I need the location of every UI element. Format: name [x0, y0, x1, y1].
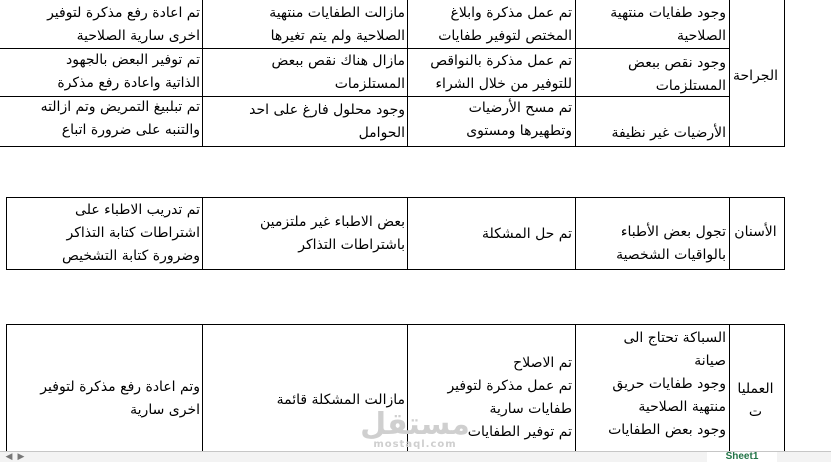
- grid-line: [784, 324, 785, 451]
- surgery-status-3[interactable]: وجود محلول فارغ على احد الحوامل: [249, 102, 405, 141]
- dept-cell-dental[interactable]: الأسنان: [734, 224, 777, 240]
- dental-followup[interactable]: تم تدريب الاطباء على اشتراطات كتابة التذاكر وضرورة كتابة التشخيص: [62, 202, 200, 264]
- grid-line: [0, 48, 730, 49]
- dental-issue[interactable]: تجول بعض الأطباء بالواقيات الشخصية: [616, 224, 726, 263]
- dept-cell-operations[interactable]: العمليا ت: [737, 381, 774, 420]
- surgery-status-2[interactable]: مازال هناك نقص ببعض المستلزمات: [271, 53, 405, 92]
- chevron-right-icon[interactable]: ▶: [17, 452, 25, 462]
- grid-line: [729, 0, 730, 146]
- surgery-issue-2[interactable]: وجود نقص ببعض المستلزمات: [628, 55, 726, 94]
- grid-line: [6, 197, 785, 198]
- surgery-followup-1[interactable]: تم اعادة رفع مذكرة لتوفير اخرى سارية الصلاحية: [47, 5, 200, 44]
- grid-line: [729, 197, 730, 270]
- dept-cell-surgery[interactable]: الجراحة: [733, 68, 778, 84]
- surgery-issue-1[interactable]: وجود طفايات منتهية الصلاحية: [610, 5, 726, 44]
- dental-action[interactable]: تم حل المشكلة: [482, 226, 572, 242]
- grid-line: [575, 197, 576, 270]
- surgery-followup-2[interactable]: تم توفير البعض بالجهود الذاتية واعادة رفع مذكرة: [57, 52, 200, 91]
- grid-line: [202, 324, 203, 451]
- grid-line: [6, 269, 785, 270]
- grid-line: [6, 197, 7, 270]
- grid-line: [729, 324, 730, 451]
- grid-line: [784, 0, 785, 146]
- surgery-action-3[interactable]: تم مسح الأرضيات وتطهيرها ومستوى: [466, 100, 572, 139]
- surgery-issue-3[interactable]: الأرضيات غير نظيفة: [611, 125, 726, 141]
- watermark-logo: مستقل mostaql.com: [360, 407, 470, 450]
- surgery-followup-3[interactable]: تم تبلبيغ التمريض وتم ازالته والتنبه على ضرورة اتباع: [40, 99, 200, 138]
- grid-line: [407, 197, 408, 270]
- grid-line: [575, 324, 576, 451]
- grid-line: [6, 324, 785, 325]
- surgery-status-1[interactable]: مازالت الطفايات منتهية الصلاحية ولم يتم تغيرها: [269, 5, 405, 44]
- operations-issue[interactable]: السباكة تحتاج الى صيانة وجود طفايات حريق منتهية الصلاحية وجود بعض الطفايات: [608, 330, 726, 438]
- grid-line: [575, 0, 576, 146]
- chevron-left-icon[interactable]: ◀: [5, 452, 13, 462]
- grid-line: [0, 146, 785, 147]
- operations-followup[interactable]: وتم اعادة رفع مذكرة لتوفير اخرى سارية: [40, 379, 200, 418]
- grid-line: [6, 324, 7, 451]
- operations-status[interactable]: مازالت المشكلة قائمة: [276, 392, 405, 408]
- sheet-tab-sheet1[interactable]: Sheet1: [707, 452, 777, 462]
- surgery-action-1[interactable]: تم عمل مذكرة وابلاغ المختص لتوفير طفايات: [438, 5, 572, 44]
- grid-line: [0, 96, 730, 97]
- dental-status[interactable]: بعض الاطباء غير ملتزمين باشتراطات التذاكر: [260, 214, 405, 253]
- grid-line: [407, 0, 408, 146]
- grid-line: [202, 197, 203, 270]
- surgery-action-2[interactable]: تم عمل مذكرة بالنواقص للتوفير من خلال الشراء: [430, 53, 572, 92]
- grid-line: [784, 197, 785, 270]
- operations-action[interactable]: تم الاصلاح تم عمل مذكرة لتوفير طفايات سارية تم توفير الطفايات: [447, 355, 572, 440]
- grid-line: [202, 0, 203, 146]
- sheet-tab-bar: [0, 451, 831, 462]
